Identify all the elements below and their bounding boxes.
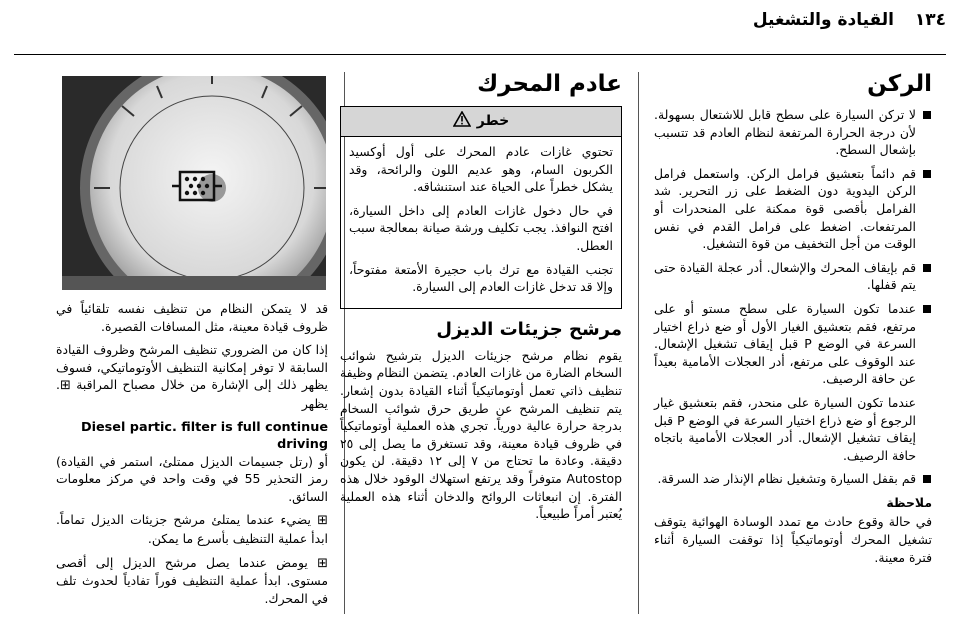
note-text: في حالة وقوع حادث مع تمدد الوسادة الهوائية يتوقف تشغيل المحرك أوتوماتيكياً إذا توقفت السيارة أثناء فترة معينة.	[654, 514, 932, 565]
list-item: قم بقفل السيارة وتشغيل نظام الإنذار ضد السرقة.	[654, 470, 932, 488]
dpf-heading: مرشح جزيئات الديزل	[436, 318, 622, 340]
danger-label: خطر	[476, 112, 510, 129]
dpf-paragraph: أو (رتل جسيمات الديزل ممتلئ، استمر في القيادة) رمز التحذير 55 في وقت واحد في مركز معلومات السائق.	[56, 453, 328, 504]
dic-message-english: Diesel partic. filter is full continue driving	[80, 419, 328, 452]
exhaust-heading: عادم المحرك	[477, 71, 622, 97]
list-item: عندما تكون السيارة على سطح مستو أو على مرتفع، فقم بتعشيق الغيار الأول أو ضع ذراع اختيار السرعة في الوضع P قبل إيقاف تشغيل الإشعال. عند الوقوف على مرتفع، أدر العجلات الأمامية بعيداً عن حافة الرصيف.	[654, 300, 932, 388]
warning-triangle-icon	[453, 111, 471, 133]
list-item-continuation: عندما تكون السيارة على منحدر، فقم بتعشيق غيار الرجوع أو ضع ذراع اختيار السرعة في الوضع P قبل إيقاف تشغيل الإشعال. أدر العجلات الأمامية باتجاه حافة الرصيف.	[654, 394, 916, 463]
dpf-paragraph: إذا كان من الضروري تنظيف المرشح وظروف القيادة السابقة لا توفر إمكانية التنظيف الأوتوماتيكي، فسوف يظهر ذلك إلى الإشارة من خلال مصباح المراقبة ⊞. يظهر	[56, 342, 328, 411]
list-item: قم دائماً بتعشيق فرامل الركن. واستعمل فرامل الركن اليدوية دون الضغط على زر التحرير. شد الفرامل بأقصى قوة ممكنة على المنحدرات أو المرتفعات. اضغط على فرامل القدم في نفس الوقت من أجل التخفيف من قوة التشغيل.	[654, 165, 932, 253]
danger-header	[341, 107, 621, 137]
page-number: ١٣٤	[914, 10, 946, 30]
list-item: لا تركن السيارة على سطح قابل للاشتعال بسهولة. لأن درجة الحرارة المرتفعة لنظام العادم قد تتسبب بإشعال السطح.	[654, 106, 932, 159]
page-title: القيادة والتشغيل	[752, 10, 894, 30]
instrument-cluster-photo	[62, 76, 326, 290]
page-header	[0, 0, 960, 48]
dpf-paragraph: ⊞ يضيء عندما يمتلئ مرشح جزيئات الديزل تماماً. ابدأ عملية التنظيف بأسرع ما يمكن.	[56, 512, 328, 546]
exhaust-column	[340, 70, 622, 529]
diesel-filter-warning-icon: ⊞	[317, 513, 328, 529]
danger-paragraph: في حال دخول غازات العادم إلى داخل السيارة، افتح النوافذ. يجب تكليف ورشة صيانة بمعالجة سبب العطل.	[349, 202, 613, 253]
danger-body	[341, 137, 621, 308]
danger-paragraph: تحتوي غازات عادم المحرك على أول أوكسيد الكربون السام، وهو عديم اللون والرائحة، وقد يشكل خطراً على الحياة عند استنشاقه.	[349, 144, 613, 195]
list-item: قم بإيقاف المحرك والإشعال. أدر عجلة القيادة حتى يتم قفلها.	[654, 259, 932, 294]
diesel-filter-warning-icon: ⊞	[59, 378, 71, 394]
parking-heading: الركن	[867, 71, 932, 97]
parking-column	[654, 70, 932, 566]
danger-box	[340, 106, 622, 309]
column-divider	[638, 72, 639, 614]
dpf-paragraph: ⊞ يومض عندما يصل مرشح الديزل إلى أقصى مستوى. ابدأ عملية التنظيف فوراً تفادياً لحدوث تلف في المحرك.	[56, 554, 328, 606]
note-heading: ملاحظة	[886, 494, 932, 510]
dpf-continued-column	[56, 300, 328, 613]
danger-paragraph: تجنب القيادة مع ترك باب حجيرة الأمتعة مفتوحاً، وإلا قد تدخل غازات العادم إلى السيارة.	[349, 261, 613, 295]
gauge-illustration	[62, 76, 326, 290]
header-rule	[14, 54, 946, 55]
dpf-body: يقوم نظام مرشح جزيئات الديزل بترشيح شوائب السخام الضارة من غازات العادم. يتضمن النظام وظيفة تنظيف ذاتي تعمل أوتوماتيكياً أثناء القيادة بدون إشعار. يتم تنظيف المرشح عن طريق حرق شوائب السخام بدرجة حرارة عالية دورياً. تجري هذه العملية أوتوماتيكياً في ظروف قيادة معينة، وقد تستغرق ما يصل إلى ٢٥ دقيقة. وعادة ما تحتاج من ٧ إلى ١٢ دقيقة. لن يكون Autostop متوفراً وقد يرتفع استهلاك الوقود خلال هذه الفترة. إن انبعاثات الروائح والدخان أثناء هذه العملية يُعتبر أمراً طبيعياً.	[340, 347, 622, 522]
dpf-paragraph: قد لا يتمكن النظام من تنظيف نفسه تلقائياً في ظروف قيادة معينة، مثل المسافات القصيرة.	[56, 301, 328, 334]
diesel-filter-warning-icon: ⊞	[317, 555, 328, 571]
